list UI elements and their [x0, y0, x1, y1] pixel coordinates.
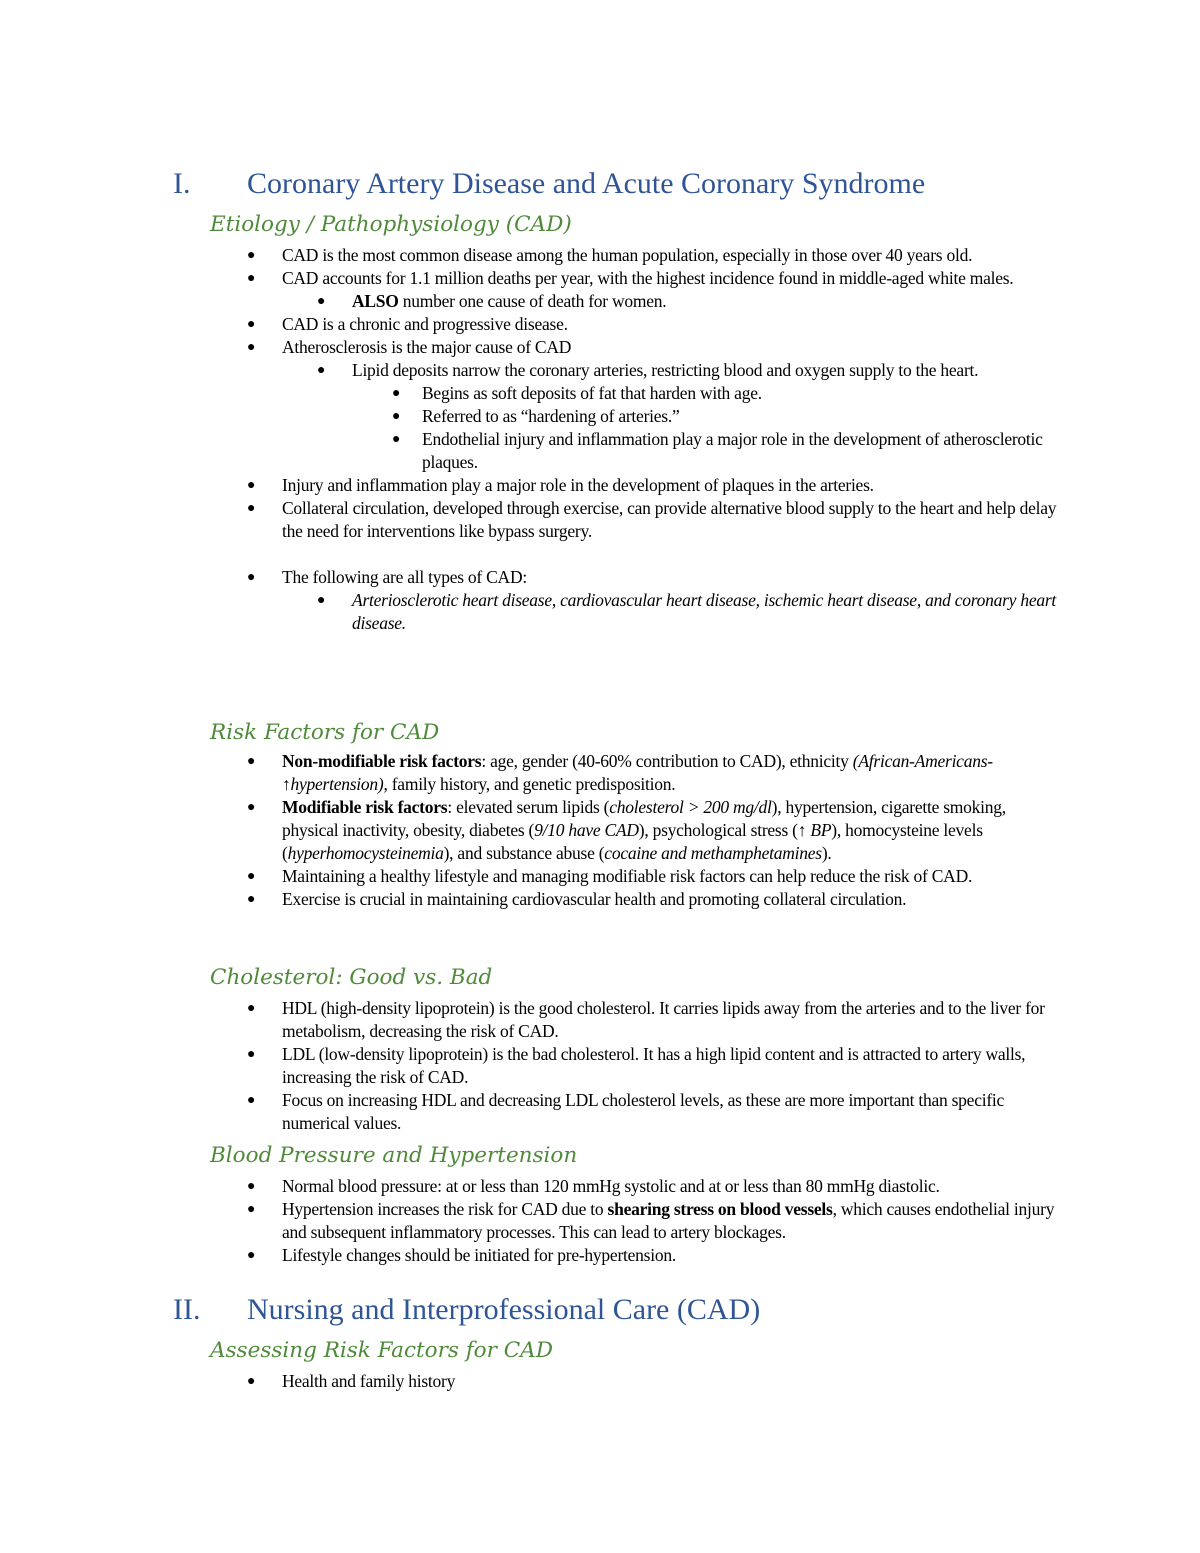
bullet-icon: ● [247, 1374, 256, 1389]
list-item [0, 359, 1062, 382]
list-item-text: Lifestyle changes should be initiated for pre-hypertension. [282, 1245, 676, 1265]
bullet-icon: ● [247, 478, 256, 493]
list-item [0, 589, 1062, 635]
list-item-text: Atherosclerosis is the major cause of CAD [282, 337, 572, 357]
section-heading-2 [173, 1292, 760, 1328]
bullet-icon: ● [392, 386, 401, 401]
list-item [0, 796, 1062, 865]
bullet-icon: ● [247, 501, 256, 516]
list-item-text: Exercise is crucial in maintaining cardiovascular health and promoting collateral circulation. [282, 889, 907, 909]
list-item-text: Maintaining a healthy lifestyle and managing modifiable risk factors can help reduce the risk of CAD. [282, 866, 973, 886]
bullet-icon: ● [247, 754, 256, 769]
list-item [0, 290, 1062, 313]
bullet-icon: ● [247, 869, 256, 884]
bullet-icon: ● [247, 1202, 256, 1217]
list-item-text: , which causes endothelial injury and subsequent inflammatory processes. This can lead to artery blockages. [282, 1199, 1055, 1242]
list-item [0, 428, 1062, 474]
subheading-assessing-risk: Assessing Risk Factors for CAD [210, 1338, 553, 1363]
bullet-icon: ● [247, 1179, 256, 1194]
list-item [0, 1244, 1062, 1267]
list-item-text: ), psychological stress ( [638, 820, 798, 840]
list-item-text: cocaine and methamphetamines [604, 843, 822, 863]
bullet-icon: ● [247, 1047, 256, 1062]
list-item [0, 405, 1062, 428]
subheading-blood-pressure: Blood Pressure and Hypertension [210, 1143, 578, 1168]
list-item [0, 244, 1062, 267]
list-item-text: Referred to as “hardening of arteries.” [422, 406, 680, 426]
list-item [0, 382, 1062, 405]
list-item-text: , family history, and genetic predisposition. [383, 774, 676, 794]
list-item-text: number one cause of death for women. [398, 291, 667, 311]
bullet-icon: ● [392, 432, 401, 447]
bullet-icon: ● [247, 340, 256, 355]
list-item [0, 1175, 1062, 1198]
bullet-icon: ● [247, 1248, 256, 1263]
list-item-text: ). [821, 843, 832, 863]
list-item [0, 336, 1062, 359]
section-number: II. [173, 1293, 201, 1326]
list-item [0, 750, 1062, 796]
list-item-text: CAD is the most common disease among the human population, especially in those over 40 years old. [282, 245, 973, 265]
list-item [0, 997, 1062, 1043]
list-item-text: CAD is a chronic and progressive disease. [282, 314, 568, 334]
list-item-text: Lipid deposits narrow the coronary arteries, restricting blood and oxygen supply to the heart. [352, 360, 979, 380]
list-item-text: The following are all types of CAD: [282, 567, 527, 587]
list-item-text: (African-Americans- ↑hypertension) [282, 751, 993, 794]
list-item [0, 497, 1062, 543]
assessing-list [0, 1370, 1200, 1393]
list-item [0, 1370, 1062, 1393]
list-item-text: Health and family history [282, 1371, 456, 1391]
risk-factors-list [0, 750, 1200, 911]
list-item-text: Endothelial injury and inflammation play a major role in the development of atherosclerotic plaques. [422, 429, 1043, 472]
list-item-text: Collateral circulation, developed through exercise, can provide alternative blood supply to the heart and help delay the need for interventions like bypass surgery. [282, 498, 1057, 541]
bullet-icon: ● [247, 1093, 256, 1108]
list-item [0, 313, 1062, 336]
list-item-text: Begins as soft deposits of fat that harden with age. [422, 383, 762, 403]
bullet-icon: ● [247, 1001, 256, 1016]
section-title: Coronary Artery Disease and Acute Coronary Syndrome [247, 167, 926, 200]
list-item-text: Injury and inflammation play a major role in the development of plaques in the arteries. [282, 475, 874, 495]
list-item [0, 865, 1062, 888]
list-item-text: ↑ BP [797, 820, 832, 840]
list-item-text: Hypertension increases the risk for CAD due to [282, 1199, 608, 1219]
list-item-text: : elevated serum lipids ( [447, 797, 610, 817]
bullet-icon: ● [247, 248, 256, 263]
list-item [0, 566, 1062, 589]
emphasis-text: ALSO [352, 291, 399, 311]
list-item [0, 1089, 1062, 1135]
blood-pressure-list [0, 1175, 1200, 1267]
list-item-text: Arteriosclerotic heart disease, cardiovascular heart disease, ischemic heart disease, and coronary heart disease. [352, 590, 1057, 633]
section-heading-1 [173, 166, 925, 202]
list-item-text: cholesterol > 200 mg/dl [609, 797, 772, 817]
section-title: Nursing and Interprofessional Care (CAD) [247, 1293, 761, 1326]
subheading-risk-factors: Risk Factors for CAD [210, 720, 440, 745]
subheading-cholesterol: Cholesterol: Good vs. Bad [210, 965, 493, 990]
bullet-icon: ● [247, 271, 256, 286]
bullet-icon: ● [247, 317, 256, 332]
list-item-text: ), and substance abuse ( [443, 843, 605, 863]
list-item-text: Normal blood pressure: at or less than 120 mmHg systolic and at or less than 80 mmHg diastolic. [282, 1176, 940, 1196]
list-item [0, 474, 1062, 497]
bullet-icon: ● [317, 593, 326, 608]
emphasis-text: Non-modifiable risk factors [282, 751, 482, 771]
bullet-icon: ● [247, 570, 256, 585]
list-item-text: CAD accounts for 1.1 million deaths per year, with the highest incidence found in middle-aged white males. [282, 268, 1014, 288]
list-item-text: ), hypertension, cigarette smoking, physical inactivity, obesity, diabetes ( [282, 797, 1006, 840]
bullet-icon: ● [247, 800, 256, 815]
emphasis-text: Modifiable risk factors [282, 797, 448, 817]
cholesterol-list [0, 997, 1200, 1135]
bullet-icon: ● [317, 294, 326, 309]
list-item-text: LDL (low-density lipoprotein) is the bad cholesterol. It has a high lipid content and is attracted to artery walls, increasing the risk of CAD. [282, 1044, 1026, 1087]
etiology-list [0, 244, 1200, 635]
list-item [0, 1198, 1062, 1244]
emphasis-text: shearing stress on blood vessels [607, 1199, 833, 1219]
list-item [0, 1043, 1062, 1089]
list-item-text: : age, gender (40-60% contribution to CAD), ethnicity [481, 751, 853, 771]
section-number: I. [173, 167, 191, 200]
list-item [0, 888, 1062, 911]
bullet-icon: ● [317, 363, 326, 378]
list-item-text: 9/10 have CAD [534, 820, 639, 840]
list-item-text: HDL (high-density lipoprotein) is the good cholesterol. It carries lipids away from the arteries and to the liver for metabolism, decreasing the risk of CAD. [282, 998, 1045, 1041]
list-item-text: hyperhomocysteinemia [287, 843, 444, 863]
list-item [0, 267, 1062, 290]
subheading-etiology: Etiology / Pathophysiology (CAD) [210, 212, 572, 237]
bullet-icon: ● [247, 892, 256, 907]
bullet-icon: ● [392, 409, 401, 424]
list-item-text: ), homocysteine levels ( [282, 820, 983, 863]
list-item-text: Focus on increasing HDL and decreasing LDL cholesterol levels, as these are more important than specific numerical values. [282, 1090, 1005, 1133]
